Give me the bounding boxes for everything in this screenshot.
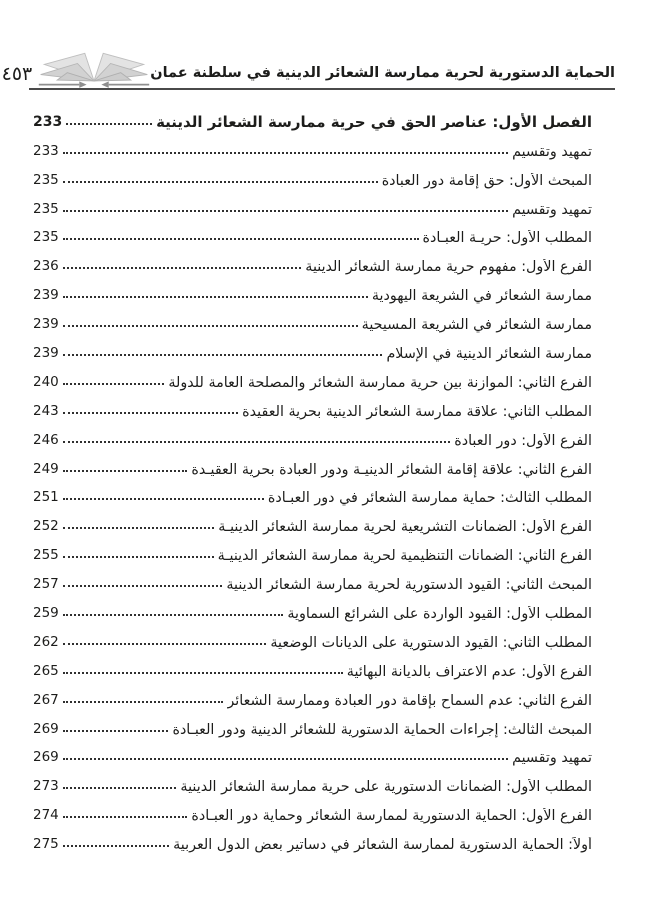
toc-entry [33,680,592,709]
toc-entry-page: 259 [33,605,59,622]
dot-leader [63,238,419,240]
page-number: ٤٥٣ [1,63,33,85]
toc-entry-page: 235 [33,200,59,217]
dot-leader [63,354,383,356]
toc-entry [33,131,592,160]
toc-entry-page: 252 [33,518,59,535]
toc-entry-label: المطلب الأول: حريـة العبـادة [422,230,592,247]
toc-entry-page: 239 [33,287,59,304]
toc-entry-label: الفرع الثاني: علاقة إقامة الشعائر الدينيـة ودور العبادة بحرية العقيـدة [191,461,592,478]
toc-entry-page: 233 [33,142,59,159]
toc-entry-page: 236 [33,258,59,275]
toc-entry-page: 243 [33,402,59,419]
toc-entry [33,593,592,622]
toc-entry-page: 233 [33,113,63,130]
toc-entry-label: ممارسة الشعائر الدينية في الإسلام [386,346,592,363]
toc-entry-label: المطلب الثالث: حماية ممارسة الشعائر في دور العبـادة [267,490,592,507]
toc-entry-page: 249 [33,460,59,477]
dot-leader [63,152,508,154]
toc-entry-label: المبحث الثالث: إجراءات الحماية الدستورية للشعائر الدينية ودور العبـادة [172,721,592,738]
dot-leader [63,296,368,298]
toc-entry-label: المبحث الأول: حق إقامة دور العبادة [381,172,592,189]
dot-leader [63,614,284,616]
toc-entry-page: 246 [33,431,59,448]
dot-leader [63,470,188,472]
toc-entry-label: المطلب الأول: القيود الواردة على الشرائع السماوية [287,606,592,623]
toc-entry-label: الفصل الأول: عناصر الحق في حرية ممارسة الشعائر الدينية [156,112,592,131]
toc-entry-label: تمهيد وتقسيم [512,201,592,218]
toc-entry [33,824,592,853]
page-header [1,48,615,90]
toc-entry-page: 257 [33,576,59,593]
toc-entry-label: ممارسة الشعائر في الشريعة اليهودية [371,288,592,305]
toc-entry-label: المطلب الأول: الضمانات الدستورية على حرية ممارسة الشعائر الدينية [180,779,592,796]
toc-entry-label: الفرع الأول: الحماية الدستورية لممارسة الشعائر وحماية دور العبـادة [191,808,592,825]
dot-leader [63,556,214,558]
toc-entry-label: المبحث الثاني: القيود الدستورية لحرية ممارسة الشعائر الدينية [226,577,592,594]
toc-entry [33,189,592,218]
toc-entry [33,709,592,738]
toc-entry-page: 255 [33,547,59,564]
toc-entry-label: الفرع الأول: مفهوم حرية ممارسة الشعائر الدينية [305,259,592,276]
toc-entry [33,506,592,535]
dot-leader [63,787,177,789]
toc-entry [33,795,592,824]
toc-entry [33,391,592,420]
toc-entry-label: الفرع الثاني: الضمانات التنظيمية لحرية ممارسة الشعائر الدينيـة [217,548,592,565]
toc-entry-page: 235 [33,229,59,246]
toc-entry [33,333,592,362]
toc-entry-page: 269 [33,749,59,766]
toc-entry-page: 265 [33,662,59,679]
toc-entry [33,246,592,275]
toc-entry [33,766,592,795]
toc-entry-label: الفرع الثاني: الموازنة بين حرية ممارسة الشعائر والمصلحة العامة للدولة [168,374,592,391]
toc-entry-label: تمهيد وتقسيم [512,143,592,160]
toc-entry-page: 240 [33,373,59,390]
dot-leader [63,643,267,645]
toc-entry-label: الفرع الأول: دور العبادة [454,432,592,449]
toc-entry [33,362,592,391]
dot-leader [63,498,264,500]
toc-entry-label: الفرع الأول: الضمانات التشريعية لحرية ممارسة الشعائر الدينيـة [218,519,592,536]
toc-entry-label: أولاً: الحماية الدستورية لممارسة الشعائر في دساتير بعض الدول العربية [173,837,592,854]
dot-leader [63,845,169,847]
toc-entry [33,564,592,593]
toc-entry [33,160,592,189]
toc-entry-label: المطلب الثاني: القيود الدستورية على الديانات الوضعية [270,634,592,651]
toc-entry [33,738,592,767]
dot-leader [63,585,223,587]
toc-entry-page: 239 [33,316,59,333]
toc-entry-page: 267 [33,691,59,708]
dot-leader [63,325,358,327]
toc-entry-page: 251 [33,489,59,506]
book-title: الحماية الدستورية لحرية ممارسة الشعائر الدينية في سلطنة عمان [150,65,615,81]
toc-entry [33,218,592,247]
toc-entry [33,304,592,333]
toc-entry-label: الفرع الثاني: عدم السماح بإقامة دور العبادة وممارسة الشعائر [227,692,592,709]
toc-entry-page: 235 [33,171,59,188]
dot-leader [63,181,378,183]
toc-entry-label: الفرع الأول: عدم الاعتراف بالديانة البهائية [346,663,592,680]
dot-leader [63,701,224,703]
toc-entry [33,622,592,651]
dot-leader [63,412,238,414]
dot-leader [63,527,214,529]
toc-entry-page: 262 [33,633,59,650]
toc-entry [33,478,592,507]
toc-entry [33,651,592,680]
toc-entry [33,535,592,564]
toc-entry-label: تمهيد وتقسيم [512,750,592,767]
dot-leader [63,267,302,269]
dot-leader [63,441,450,443]
open-book-ornament-icon [38,46,150,96]
dot-leader [63,672,343,674]
toc-entry [33,102,592,131]
toc-entry [33,420,592,449]
toc-entry-page: 239 [33,345,59,362]
toc-entry-page: 274 [33,807,59,824]
toc-entry-page: 275 [33,836,59,853]
dot-leader [63,816,188,818]
toc-entry [33,275,592,304]
toc-entry-label: المطلب الثاني: علاقة ممارسة الشعائر الدينية بحرية العقيدة [242,403,592,420]
dot-leader [66,123,152,125]
toc-entry-page: 269 [33,720,59,737]
dot-leader [63,210,508,212]
dot-leader [63,383,165,385]
toc-entry [33,449,592,478]
dot-leader [63,758,508,760]
toc-entry-page: 273 [33,778,59,795]
dot-leader [63,730,169,732]
table-of-contents [33,102,592,853]
toc-entry-label: ممارسة الشعائر في الشريعة المسيحية [361,317,592,334]
